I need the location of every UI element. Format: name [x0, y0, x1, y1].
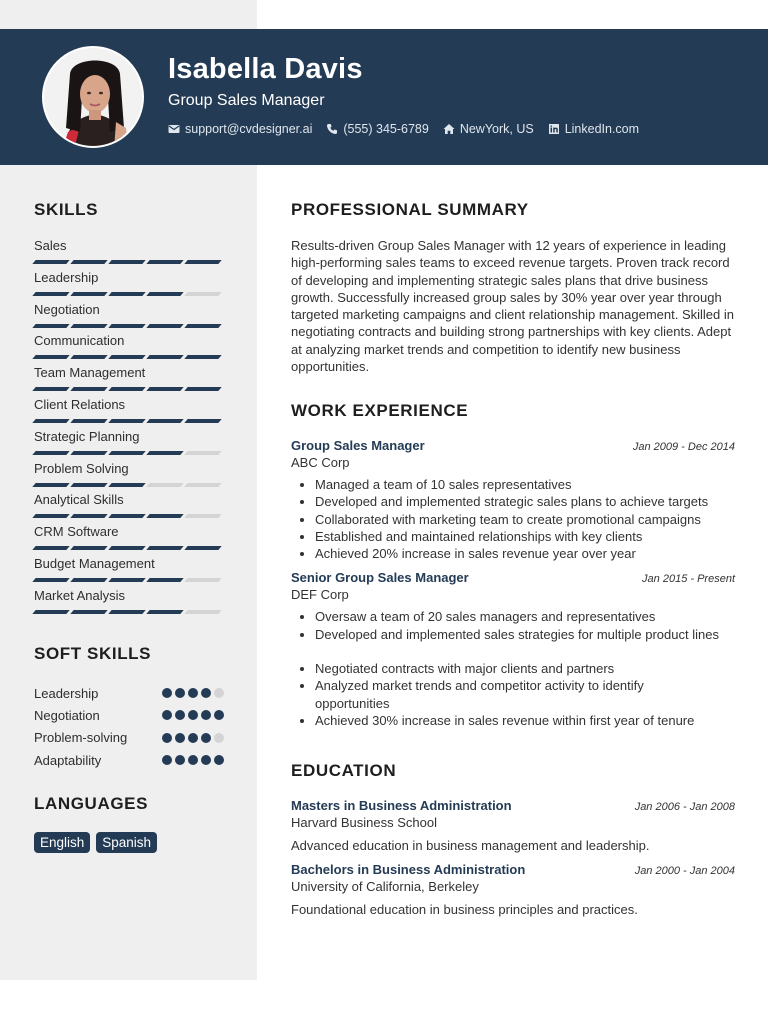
job-bullet: • Collaborated with marketing team to create promotional campaigns — [315, 511, 735, 528]
job-title: Senior Group Sales Manager — [291, 570, 469, 586]
rating-dot — [201, 733, 211, 743]
skill-level-bar — [34, 546, 224, 550]
skill-level-segment — [184, 355, 221, 359]
email-text: support@cvdesigner.ai — [185, 122, 313, 136]
candidate-role: Group Sales Manager — [168, 92, 325, 109]
skill-item — [34, 365, 224, 397]
job-entry — [291, 570, 735, 729]
job-bullets-continued — [291, 660, 735, 729]
phone-icon — [326, 123, 338, 135]
skill-level-segment — [70, 260, 107, 264]
job-bullets — [291, 608, 735, 643]
soft-skill-item — [34, 704, 224, 726]
skill-item — [34, 588, 224, 620]
skill-item — [34, 492, 224, 524]
skill-label: Sales — [34, 238, 67, 253]
education-title: EDUCATION — [291, 761, 397, 780]
skill-level-segment — [108, 260, 145, 264]
degree-title: Bachelors in Business Administration — [291, 862, 526, 877]
mail-icon — [168, 123, 180, 135]
degree-title: Masters in Business Administration — [291, 798, 512, 813]
skill-level-segment — [32, 324, 69, 328]
skill-level-segment — [70, 483, 107, 487]
job-bullet: • Established and maintained relationships with key clients — [315, 528, 735, 545]
rating-dot — [214, 733, 224, 743]
skill-label: Leadership — [34, 269, 99, 285]
language-tags — [34, 832, 234, 853]
skill-level-segment — [108, 483, 145, 487]
job-company: ABC Corp — [291, 455, 350, 470]
rating-dot — [201, 688, 211, 698]
skill-item — [34, 461, 224, 493]
skill-level-segment — [108, 578, 145, 582]
degree-description: Foundational education in business principles and practices. — [291, 902, 638, 917]
skill-level-segment — [184, 546, 221, 550]
skill-label: Budget Management — [34, 555, 155, 571]
skill-level-bar — [34, 419, 224, 423]
skill-level-segment — [146, 355, 183, 359]
skill-level-segment — [184, 387, 221, 391]
skill-level-segment — [108, 419, 145, 423]
rating-dot — [214, 688, 224, 698]
rating-dot — [175, 688, 185, 698]
skill-level-segment — [146, 324, 183, 328]
skill-level-segment — [184, 514, 221, 518]
work-experience-title: WORK EXPERIENCE — [291, 401, 469, 420]
job-date: Jan 2009 - Dec 2014 — [632, 441, 735, 453]
job-date: Jan 2015 - Present — [642, 573, 735, 586]
skill-level-bar — [34, 578, 224, 582]
skill-level-segment — [32, 546, 69, 550]
skill-level-segment — [146, 514, 183, 518]
soft-skill-label: Leadership — [34, 685, 99, 701]
skill-level-segment — [70, 546, 107, 550]
school-name: Harvard Business School — [291, 815, 437, 830]
skill-level-segment — [108, 451, 145, 455]
rating-dot — [188, 688, 198, 698]
languages-section — [34, 794, 234, 853]
contact-location — [443, 122, 534, 136]
skill-level-segment — [32, 514, 69, 518]
profile-photo — [44, 48, 144, 148]
skill-level-bar — [34, 355, 224, 359]
skill-item — [34, 524, 224, 556]
skill-level-segment — [108, 514, 145, 518]
skill-label: Problem Solving — [34, 460, 129, 476]
skill-level-segment — [108, 324, 145, 328]
rating-dot — [201, 710, 211, 720]
skill-level-segment — [184, 260, 221, 264]
skill-item — [34, 302, 224, 334]
skill-label: Strategic Planning — [34, 428, 140, 444]
summary-section — [291, 200, 735, 375]
skill-level-segment — [146, 610, 183, 614]
skill-level-bar — [34, 324, 224, 328]
skill-level-segment — [70, 578, 107, 582]
summary-text: Results-driven Group Sales Manager with 12 years of experience in leading high-performing sales teams to exceed revenue targets. Proven track record of developing and implementing strategic sales plans that drive business growth. Successfully increased group sales by 30% year over year through targeted marketing campaigns and client relationship management. Skilled in negotiating contracts and building strong partnerships with key clients. Adept at analyzing market trends and competition to identify new business opportunities. — [291, 238, 734, 375]
rating-dot — [214, 710, 224, 720]
rating-dot — [162, 755, 172, 765]
skill-level-segment — [146, 387, 183, 391]
job-company: DEF Corp — [291, 587, 349, 603]
skill-level-segment — [70, 387, 107, 391]
skill-level-segment — [146, 451, 183, 455]
skill-level-segment — [70, 419, 107, 423]
skill-level-segment — [32, 610, 69, 614]
rating-dot — [188, 755, 198, 765]
job-entry — [291, 438, 735, 562]
skill-level-segment — [70, 324, 107, 328]
work-experience-section — [291, 401, 735, 729]
languages-title: LANGUAGES — [34, 794, 149, 813]
candidate-name: Isabella Davis — [168, 53, 363, 85]
soft-skill-rating — [162, 688, 224, 698]
skill-level-bar — [34, 483, 224, 487]
skill-level-bar — [34, 387, 224, 391]
skills-section — [34, 200, 224, 620]
skill-level-bar — [34, 451, 224, 455]
job-bullet: • Oversaw a team of 20 sales managers and representatives — [315, 608, 735, 625]
soft-skill-label: Problem-solving — [34, 730, 128, 746]
job-bullet: • Achieved 30% increase in sales revenue within first year of tenure — [315, 712, 735, 729]
contact-phone[interactable] — [326, 122, 428, 136]
skill-level-segment — [184, 610, 221, 614]
skills-list — [34, 238, 224, 620]
skill-level-bar — [34, 292, 224, 296]
skill-level-segment — [108, 546, 145, 550]
skill-level-segment — [184, 419, 221, 423]
rating-dot — [162, 710, 172, 720]
skill-item — [34, 270, 224, 302]
soft-skill-rating — [162, 710, 224, 720]
location-text: NewYork, US — [459, 122, 534, 136]
linkedin-text: LinkedIn.com — [564, 122, 640, 136]
home-icon — [443, 123, 455, 135]
skills-title: SKILLS — [34, 200, 99, 219]
skill-level-bar — [34, 260, 224, 264]
skill-level-segment — [108, 355, 145, 359]
soft-skills-section — [34, 644, 224, 771]
job-bullet: • Achieved 20% increase in sales revenue year over year — [315, 545, 735, 562]
skill-level-bar — [34, 610, 224, 614]
soft-skill-item — [34, 749, 224, 771]
soft-skill-item — [34, 682, 224, 704]
linkedin-icon — [548, 123, 560, 135]
education-entry — [291, 798, 735, 853]
skill-level-segment — [70, 355, 107, 359]
soft-skills-list — [34, 682, 224, 771]
contact-linkedin[interactable] — [548, 122, 639, 136]
language-tag-english: English — [34, 832, 90, 853]
skill-level-segment — [32, 292, 69, 296]
rating-dot — [175, 710, 185, 720]
soft-skill-rating — [162, 755, 224, 765]
skill-level-segment — [32, 355, 69, 359]
soft-skill-label: Adaptability — [34, 752, 102, 768]
skill-label: Market Analysis — [34, 587, 126, 603]
skill-level-segment — [146, 483, 183, 487]
rating-dot — [201, 755, 211, 765]
skill-label: Negotiation — [34, 301, 100, 317]
skill-level-segment — [184, 483, 221, 487]
skill-label: Client Relations — [34, 396, 126, 412]
skill-level-segment — [108, 387, 145, 391]
skill-level-segment — [146, 292, 183, 296]
skill-level-segment — [32, 260, 69, 264]
rating-dot — [188, 733, 198, 743]
skill-level-segment — [146, 546, 183, 550]
education-section — [291, 761, 735, 917]
skill-level-segment — [146, 419, 183, 423]
avatar — [42, 46, 144, 148]
skill-level-segment — [108, 610, 145, 614]
skill-level-segment — [70, 451, 107, 455]
soft-skill-item — [34, 727, 224, 749]
skill-item — [34, 429, 224, 461]
rating-dot — [175, 733, 185, 743]
skill-level-segment — [32, 578, 69, 582]
skill-label: CRM Software — [34, 524, 119, 540]
skill-level-segment — [32, 451, 69, 455]
job-bullet: • Managed a team of 10 sales representatives — [315, 476, 735, 493]
skill-level-segment — [32, 483, 69, 487]
phone-text: (555) 345-6789 — [343, 122, 429, 136]
skill-item — [34, 333, 224, 365]
summary-title: PROFESSIONAL SUMMARY — [291, 200, 529, 219]
skill-level-segment — [32, 387, 69, 391]
skill-level-segment — [70, 292, 107, 296]
soft-skill-label: Negotiation — [34, 707, 100, 723]
skill-label: Team Management — [34, 365, 146, 381]
skill-level-bar — [34, 514, 224, 518]
skill-level-segment — [184, 578, 221, 582]
skill-level-segment — [184, 451, 221, 455]
degree-date: Jan 2000 - Jan 2004 — [634, 865, 735, 877]
contact-email[interactable] — [168, 122, 312, 136]
rating-dot — [188, 710, 198, 720]
soft-skills-title: SOFT SKILLS — [34, 644, 152, 663]
skill-label: Communication — [34, 333, 125, 349]
skill-level-segment — [184, 324, 221, 328]
contact-bar — [168, 122, 639, 136]
rating-dot — [162, 688, 172, 698]
job-bullet: • Developed and implemented sales strategies for multiple product lines — [315, 626, 735, 643]
degree-description: Advanced education in business management and leadership. — [291, 838, 650, 853]
skill-item — [34, 556, 224, 588]
education-entry — [291, 862, 735, 917]
job-bullet: • Analyzed market trends and competitor activity to identify opportunities — [315, 677, 735, 712]
skill-level-segment — [184, 292, 221, 296]
skill-level-segment — [32, 419, 69, 423]
school-name: University of California, Berkeley — [291, 879, 479, 894]
job-bullet: • Developed and implemented strategic sales plans to achieve targets — [315, 493, 735, 510]
skill-label: Analytical Skills — [34, 492, 124, 508]
soft-skill-rating — [162, 733, 224, 743]
rating-dot — [175, 755, 185, 765]
skill-item — [34, 238, 224, 270]
skill-level-segment — [108, 292, 145, 296]
skill-level-segment — [70, 514, 107, 518]
rating-dot — [214, 755, 224, 765]
skill-level-segment — [70, 610, 107, 614]
skill-item — [34, 397, 224, 429]
degree-date: Jan 2006 - Jan 2008 — [634, 801, 735, 813]
skill-level-segment — [146, 578, 183, 582]
resume-header — [0, 29, 768, 165]
rating-dot — [162, 733, 172, 743]
job-title: Group Sales Manager — [291, 438, 425, 453]
language-tag-spanish: Spanish — [96, 832, 157, 853]
skill-level-segment — [146, 260, 183, 264]
job-bullet: • Negotiated contracts with major clients and partners — [315, 660, 735, 677]
job-bullets — [291, 476, 735, 562]
